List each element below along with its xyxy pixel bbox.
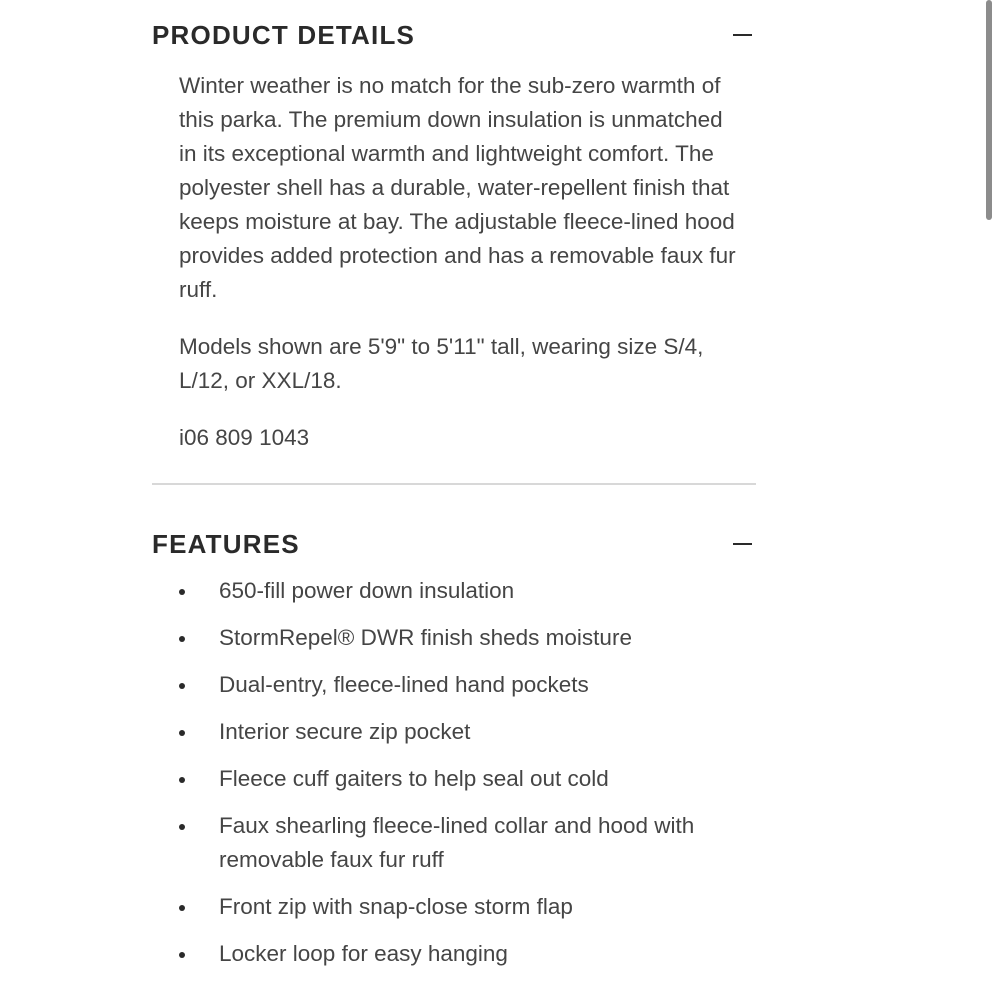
bullet-icon — [179, 730, 185, 736]
features-list — [152, 574, 756, 971]
bullet-icon — [179, 636, 185, 642]
section-divider — [152, 483, 756, 485]
features-header[interactable] — [152, 526, 756, 562]
minus-icon — [733, 34, 752, 36]
list-item — [152, 715, 739, 749]
list-item — [152, 809, 739, 877]
feature-text: StormRepel® DWR finish sheds moisture — [219, 625, 632, 650]
product-description: Winter weather is no match for the sub-zero warmth of this parka. The premium down insulation is unmatched in its exceptional warmth and lightweight comfort. The polyester shell has a durable, water-repellent finish that keeps moisture at bay. The adjustable fleece-lined hood provides added protection and has a removable faux fur ruff. — [179, 73, 736, 302]
product-details-section — [152, 17, 756, 455]
feature-text: Front zip with snap-close storm flap — [219, 894, 573, 919]
scrollbar-thumb[interactable] — [986, 0, 992, 220]
feature-text: Interior secure zip pocket — [219, 719, 471, 744]
bullet-icon — [179, 905, 185, 911]
bullet-icon — [179, 589, 185, 595]
list-item — [152, 668, 739, 702]
product-details-collapse-button[interactable] — [726, 17, 756, 53]
product-details-body — [179, 69, 739, 455]
list-item — [152, 937, 739, 971]
list-item — [152, 621, 739, 655]
feature-text: Locker loop for easy hanging — [219, 941, 508, 966]
minus-icon — [733, 543, 752, 545]
models-note: Models shown are 5'9" to 5'11" tall, wearing size S/4, L/12, or XXL/18. — [179, 334, 704, 393]
bullet-icon — [179, 777, 185, 783]
feature-text: Dual-entry, fleece-lined hand pockets — [219, 672, 589, 697]
list-item — [152, 762, 739, 796]
list-item — [152, 574, 739, 608]
list-item — [152, 890, 739, 924]
features-title: FEATURES — [152, 529, 300, 559]
bullet-icon — [179, 952, 185, 958]
product-details-title: PRODUCT DETAILS — [152, 20, 416, 50]
feature-text: 650-fill power down insulation — [219, 578, 515, 603]
product-details-header[interactable] — [152, 17, 756, 53]
bullet-icon — [179, 683, 185, 689]
product-sku: i06 809 1043 — [179, 425, 310, 450]
bullet-icon — [179, 824, 185, 830]
features-collapse-button[interactable] — [726, 526, 756, 562]
features-section — [152, 526, 756, 984]
feature-text: Faux shearling fleece-lined collar and hood with removable faux fur ruff — [219, 813, 695, 872]
feature-text: Fleece cuff gaiters to help seal out cold — [219, 766, 609, 791]
